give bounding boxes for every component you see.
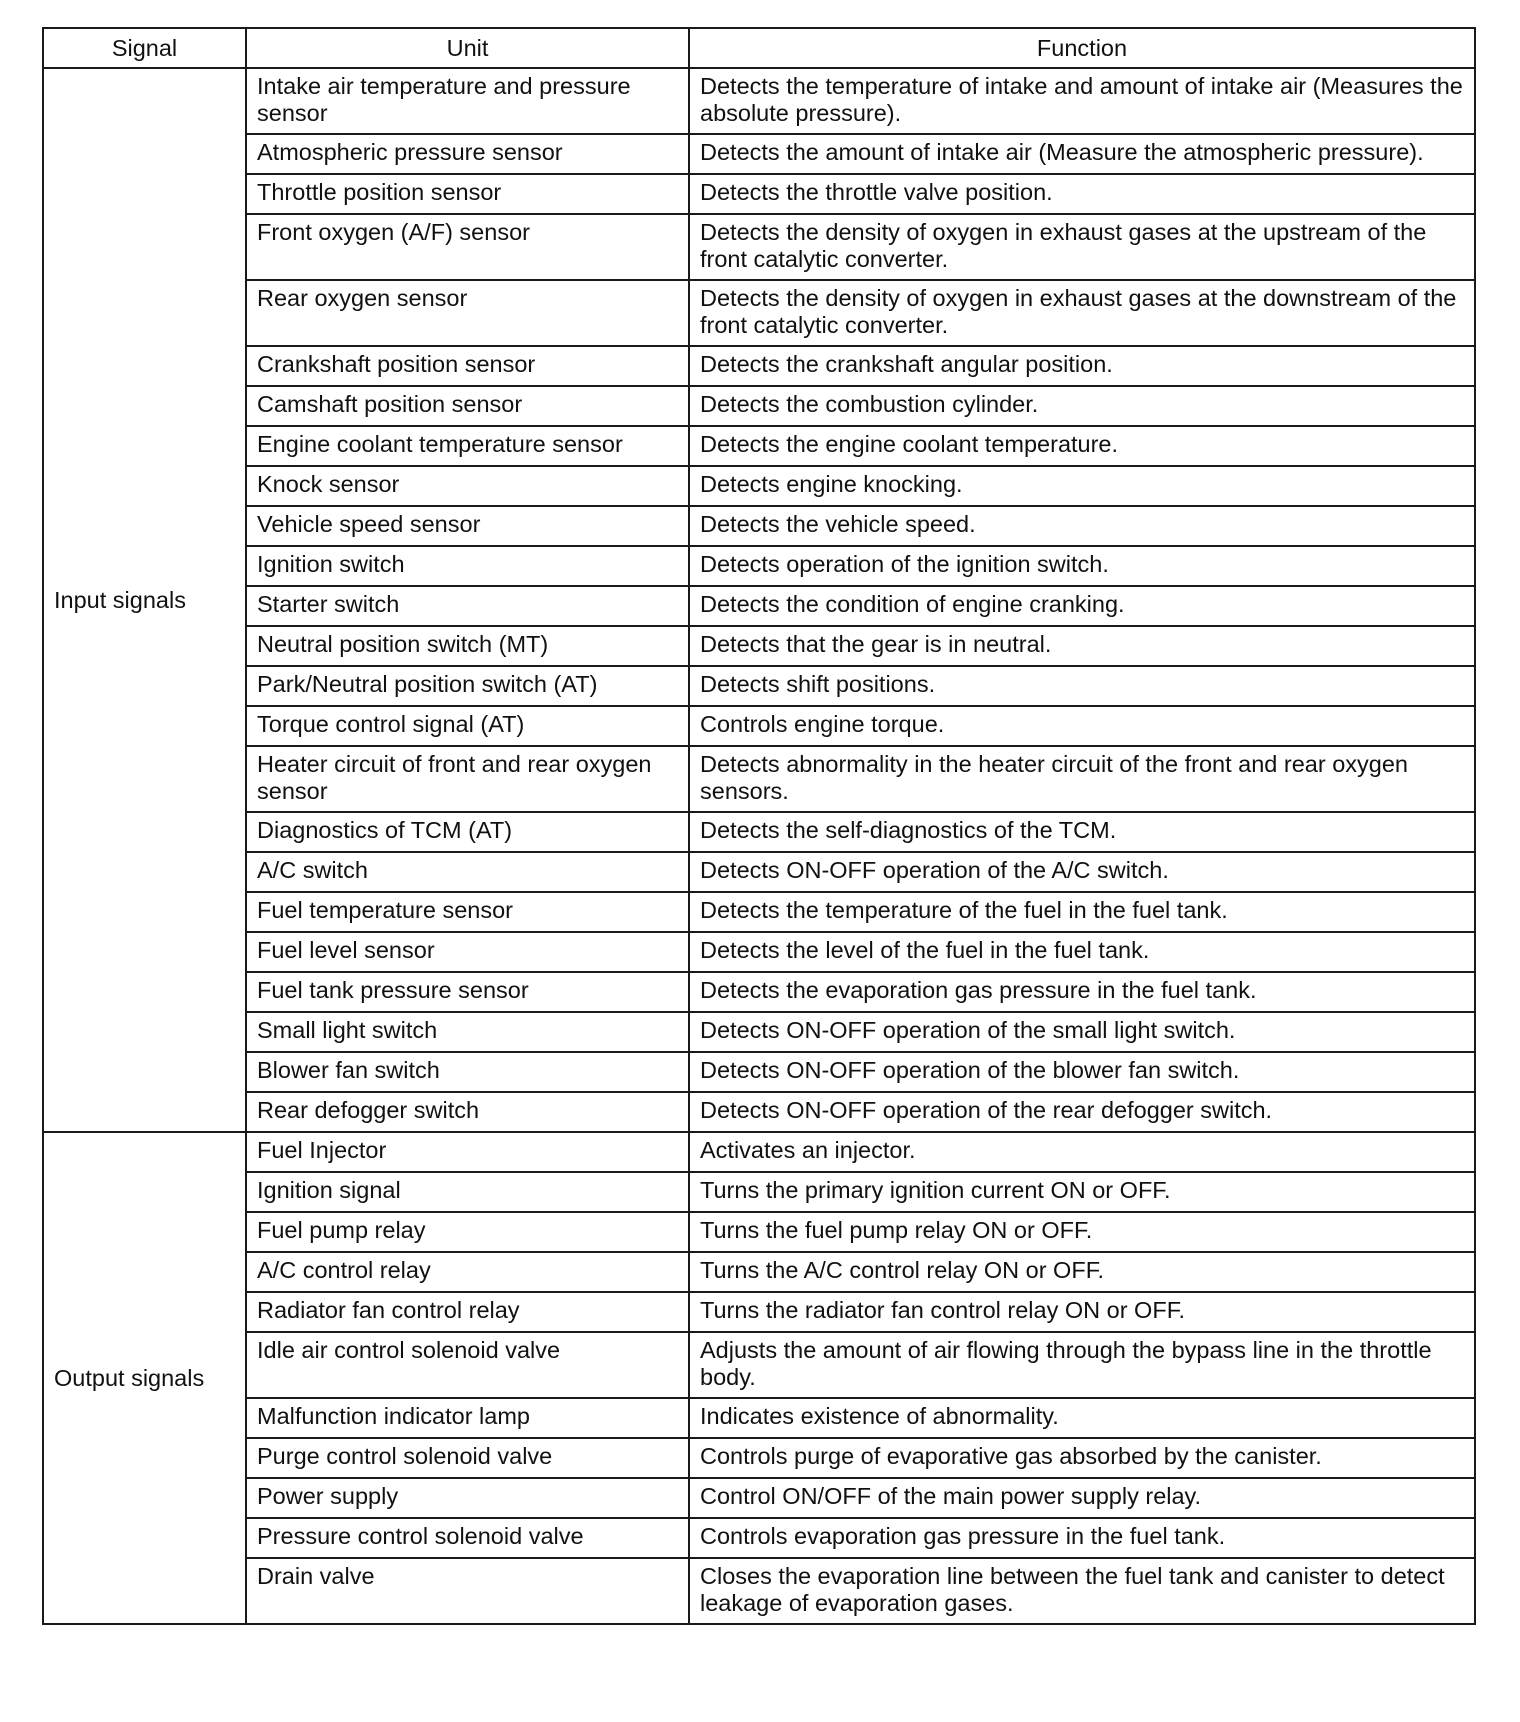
unit-cell: Fuel level sensor <box>246 932 689 972</box>
unit-cell: Crankshaft position sensor <box>246 346 689 386</box>
unit-cell: Pressure control solenoid valve <box>246 1518 689 1558</box>
table-row <box>43 1478 1475 1518</box>
unit-cell: Torque control signal (AT) <box>246 706 689 746</box>
function-cell: Detects abnormality in the heater circuit of the front and rear oxygen sensors. <box>689 746 1475 812</box>
table-row <box>43 1052 1475 1092</box>
function-cell: Activates an injector. <box>689 1132 1475 1172</box>
unit-cell: Heater circuit of front and rear oxygen sensor <box>246 746 689 812</box>
table-row <box>43 134 1475 174</box>
unit-cell: Vehicle speed sensor <box>246 506 689 546</box>
unit-cell: Neutral position switch (MT) <box>246 626 689 666</box>
unit-cell: A/C switch <box>246 852 689 892</box>
unit-cell: Intake air temperature and pressure sensor <box>246 68 689 134</box>
table-row <box>43 174 1475 214</box>
header-function: Function <box>689 28 1475 68</box>
function-cell: Controls purge of evaporative gas absorbed by the canister. <box>689 1438 1475 1478</box>
table-row <box>43 546 1475 586</box>
function-cell: Detects the self-diagnostics of the TCM. <box>689 812 1475 852</box>
table-row <box>43 466 1475 506</box>
unit-cell: Malfunction indicator lamp <box>246 1398 689 1438</box>
function-cell: Detects engine knocking. <box>689 466 1475 506</box>
table-row <box>43 280 1475 346</box>
unit-cell: Atmospheric pressure sensor <box>246 134 689 174</box>
function-cell: Turns the radiator fan control relay ON or OFF. <box>689 1292 1475 1332</box>
function-cell: Detects the evaporation gas pressure in the fuel tank. <box>689 972 1475 1012</box>
unit-cell: A/C control relay <box>246 1252 689 1292</box>
table-row <box>43 1172 1475 1212</box>
table-row <box>43 892 1475 932</box>
function-cell: Detects operation of the ignition switch. <box>689 546 1475 586</box>
header-unit: Unit <box>246 28 689 68</box>
function-cell: Adjusts the amount of air flowing through the bypass line in the throttle body. <box>689 1332 1475 1398</box>
function-cell: Detects the temperature of intake and amount of intake air (Measures the absolute pressure). <box>689 68 1475 134</box>
table-row <box>43 586 1475 626</box>
unit-cell: Drain valve <box>246 1558 689 1624</box>
function-cell: Detects ON-OFF operation of the rear defogger switch. <box>689 1092 1475 1132</box>
table-row <box>43 1518 1475 1558</box>
function-cell: Detects the temperature of the fuel in the fuel tank. <box>689 892 1475 932</box>
function-cell: Detects the crankshaft angular position. <box>689 346 1475 386</box>
unit-cell: Power supply <box>246 1478 689 1518</box>
table-row <box>43 1092 1475 1132</box>
table-row <box>43 1252 1475 1292</box>
unit-cell: Small light switch <box>246 1012 689 1052</box>
output-signals-label: Output signals <box>43 1132 246 1624</box>
table-row <box>43 626 1475 666</box>
unit-cell: Camshaft position sensor <box>246 386 689 426</box>
header-signal: Signal <box>43 28 246 68</box>
table-row <box>43 972 1475 1012</box>
unit-cell: Engine coolant temperature sensor <box>246 426 689 466</box>
table-row <box>43 1332 1475 1398</box>
function-cell: Closes the evaporation line between the fuel tank and canister to detect leakage of evaporation gases. <box>689 1558 1475 1624</box>
table-row <box>43 426 1475 466</box>
header-row <box>43 28 1475 68</box>
table-row <box>43 506 1475 546</box>
function-cell: Detects the engine coolant temperature. <box>689 426 1475 466</box>
unit-cell: Throttle position sensor <box>246 174 689 214</box>
table-row <box>43 214 1475 280</box>
function-cell: Detects ON-OFF operation of the small light switch. <box>689 1012 1475 1052</box>
unit-cell: Fuel tank pressure sensor <box>246 972 689 1012</box>
table-row <box>43 706 1475 746</box>
function-cell: Detects the level of the fuel in the fuel tank. <box>689 932 1475 972</box>
signal-table <box>42 27 1476 1625</box>
function-cell: Detects the density of oxygen in exhaust gases at the upstream of the front catalytic converter. <box>689 214 1475 280</box>
function-cell: Controls engine torque. <box>689 706 1475 746</box>
unit-cell: Idle air control solenoid valve <box>246 1332 689 1398</box>
table-row <box>43 852 1475 892</box>
table-row <box>43 666 1475 706</box>
table-row <box>43 932 1475 972</box>
unit-cell: Knock sensor <box>246 466 689 506</box>
unit-cell: Purge control solenoid valve <box>246 1438 689 1478</box>
function-cell: Controls evaporation gas pressure in the fuel tank. <box>689 1518 1475 1558</box>
unit-cell: Rear oxygen sensor <box>246 280 689 346</box>
input-signals-label: Input signals <box>43 68 246 1132</box>
function-cell: Detects the combustion cylinder. <box>689 386 1475 426</box>
table-row <box>43 386 1475 426</box>
table-row <box>43 1212 1475 1252</box>
table-row <box>43 1132 1475 1172</box>
table-row <box>43 812 1475 852</box>
unit-cell: Park/Neutral position switch (AT) <box>246 666 689 706</box>
function-cell: Control ON/OFF of the main power supply relay. <box>689 1478 1475 1518</box>
unit-cell: Front oxygen (A/F) sensor <box>246 214 689 280</box>
function-cell: Turns the fuel pump relay ON or OFF. <box>689 1212 1475 1252</box>
function-cell: Detects the vehicle speed. <box>689 506 1475 546</box>
unit-cell: Radiator fan control relay <box>246 1292 689 1332</box>
unit-cell: Fuel pump relay <box>246 1212 689 1252</box>
function-cell: Detects ON-OFF operation of the A/C switch. <box>689 852 1475 892</box>
unit-cell: Diagnostics of TCM (AT) <box>246 812 689 852</box>
table-row <box>43 68 1475 134</box>
function-cell: Detects the condition of engine cranking. <box>689 586 1475 626</box>
unit-cell: Ignition signal <box>246 1172 689 1212</box>
function-cell: Detects shift positions. <box>689 666 1475 706</box>
table-row <box>43 1438 1475 1478</box>
unit-cell: Fuel Injector <box>246 1132 689 1172</box>
function-cell: Detects ON-OFF operation of the blower fan switch. <box>689 1052 1475 1092</box>
unit-cell: Fuel temperature sensor <box>246 892 689 932</box>
table-row <box>43 1558 1475 1624</box>
function-cell: Detects the density of oxygen in exhaust gases at the downstream of the front catalytic converter. <box>689 280 1475 346</box>
function-cell: Detects that the gear is in neutral. <box>689 626 1475 666</box>
table-row <box>43 1012 1475 1052</box>
function-cell: Turns the primary ignition current ON or OFF. <box>689 1172 1475 1212</box>
table-row <box>43 1398 1475 1438</box>
function-cell: Detects the throttle valve position. <box>689 174 1475 214</box>
unit-cell: Ignition switch <box>246 546 689 586</box>
unit-cell: Rear defogger switch <box>246 1092 689 1132</box>
table-row <box>43 1292 1475 1332</box>
function-cell: Indicates existence of abnormality. <box>689 1398 1475 1438</box>
unit-cell: Starter switch <box>246 586 689 626</box>
unit-cell: Blower fan switch <box>246 1052 689 1092</box>
table-body <box>43 68 1475 1624</box>
table-row <box>43 346 1475 386</box>
function-cell: Turns the A/C control relay ON or OFF. <box>689 1252 1475 1292</box>
table-row <box>43 746 1475 812</box>
function-cell: Detects the amount of intake air (Measure the atmospheric pressure). <box>689 134 1475 174</box>
